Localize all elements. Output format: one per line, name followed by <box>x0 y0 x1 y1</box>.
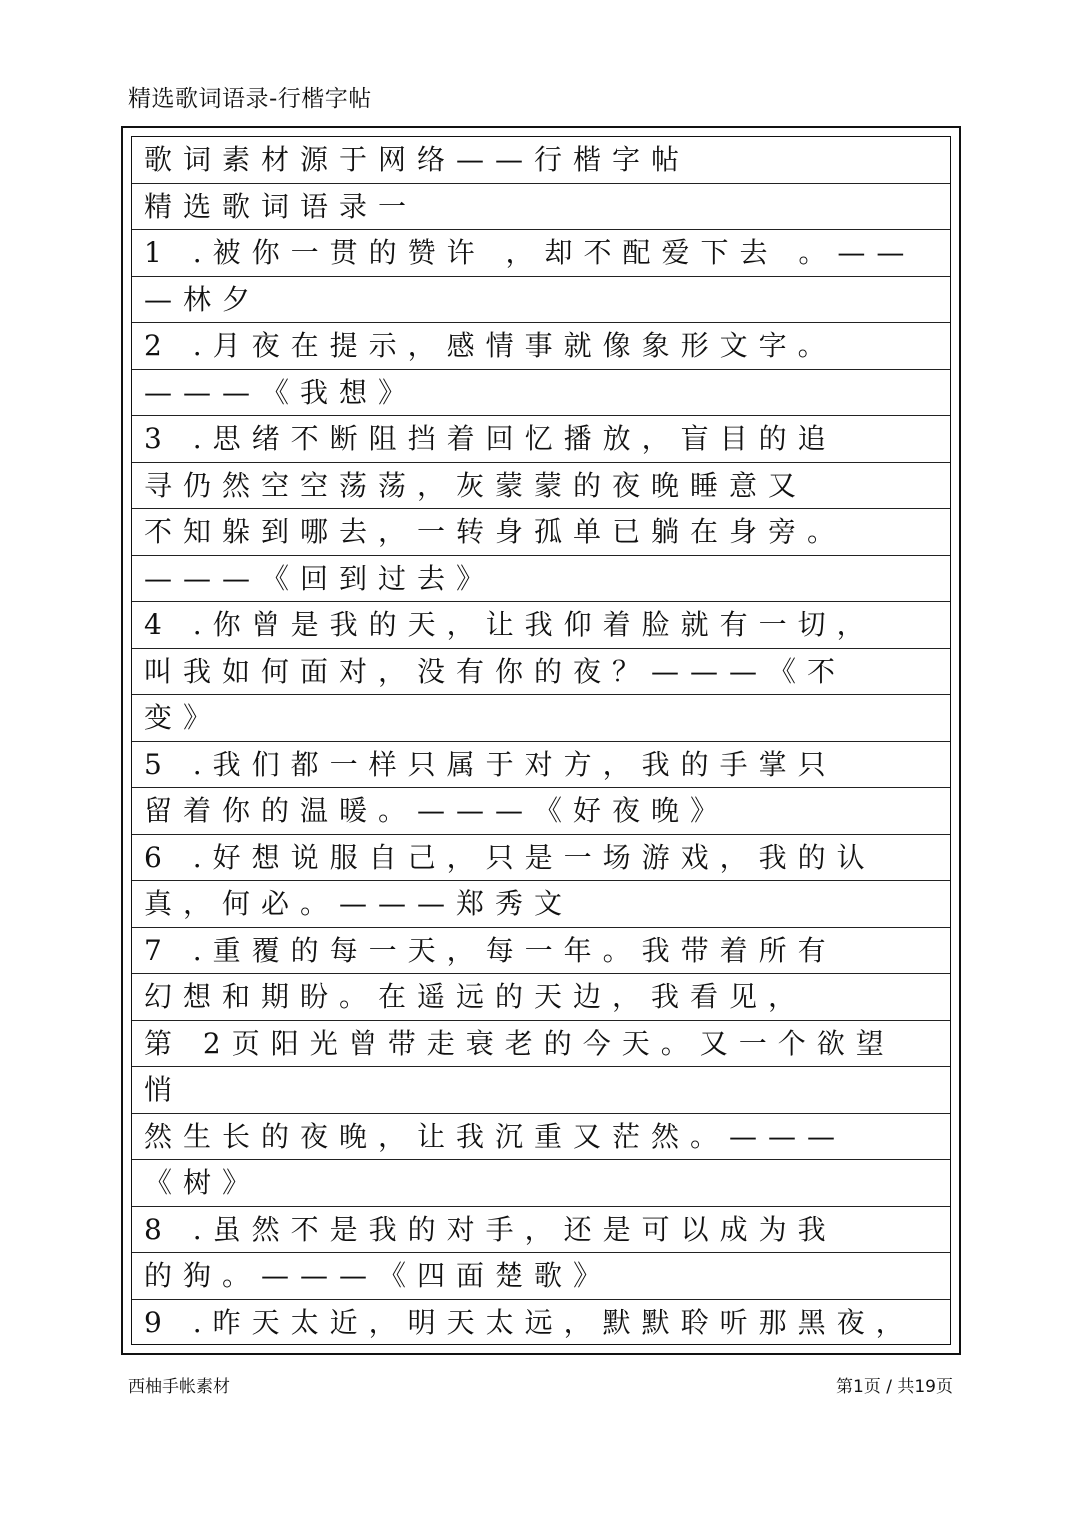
copybook-line: 第 2页阳光曾带走衰老的今天。又一个欲望 <box>132 1021 950 1068</box>
copybook-line: 精选歌词语录一 <box>132 184 950 231</box>
copybook-line: 寻仍然空空荡荡，灰蒙蒙的夜晚睡意又 <box>132 463 950 510</box>
copybook-line: 然生长的夜晚，让我沉重又茫然。——— <box>132 1114 950 1161</box>
copybook-line: 幻想和期盼。在遥远的天边，我看见， <box>132 974 950 1021</box>
copybook-line: 1 .被你一贯的赞许 ，却不配爱下去 。—— <box>132 230 950 277</box>
copybook-line: 3 .思绪不断阻挡着回忆播放，盲目的追 <box>132 416 950 463</box>
copybook-line: 4 .你曾是我的天，让我仰着脸就有一切， <box>132 602 950 649</box>
copybook-line: 8 .虽然不是我的对手，还是可以成为我 <box>132 1207 950 1254</box>
copybook-line: 变》 <box>132 695 950 742</box>
copybook-lined-grid <box>131 136 951 1345</box>
footer-page-number: 第1页 / 共19页 <box>836 1377 953 1397</box>
page-header-title: 精选歌词语录-行楷字帖 <box>128 86 372 112</box>
footer-source: 西柚手帐素材 <box>128 1377 230 1397</box>
copybook-line: 不知躲到哪去，一转身孤单已躺在身旁。 <box>132 509 950 556</box>
copybook-line: 5 .我们都一样只属于对方，我的手掌只 <box>132 742 950 789</box>
copybook-line: 留着你的温暖。———《好夜晚》 <box>132 788 950 835</box>
copybook-line: 叫我如何面对，没有你的夜？———《不 <box>132 649 950 696</box>
copybook-line: ———《回到过去》 <box>132 556 950 603</box>
copybook-line: 9 .昨天太近，明天太远，默默聆听那黑夜， <box>144 1305 915 1339</box>
copybook-line: 7 .重覆的每一天，每一年。我带着所有 <box>132 928 950 975</box>
calligraphy-copybook-frame <box>121 126 961 1355</box>
copybook-line: —林夕 <box>132 277 950 324</box>
copybook-line: 悄 <box>132 1067 950 1114</box>
copybook-line: 《树》 <box>132 1160 950 1207</box>
copybook-line: 歌词素材源于网络——行楷字帖 <box>132 137 950 184</box>
copybook-line: 2 .月夜在提示，感情事就像象形文字。 <box>132 323 950 370</box>
copybook-line: 的狗。———《四面楚歌》 <box>132 1253 950 1300</box>
copybook-line: 真，何必。———郑秀文 <box>132 881 950 928</box>
copybook-line: 6 .好想说服自己，只是一场游戏，我的认 <box>132 835 950 882</box>
copybook-line: ———《我想》 <box>132 370 950 417</box>
